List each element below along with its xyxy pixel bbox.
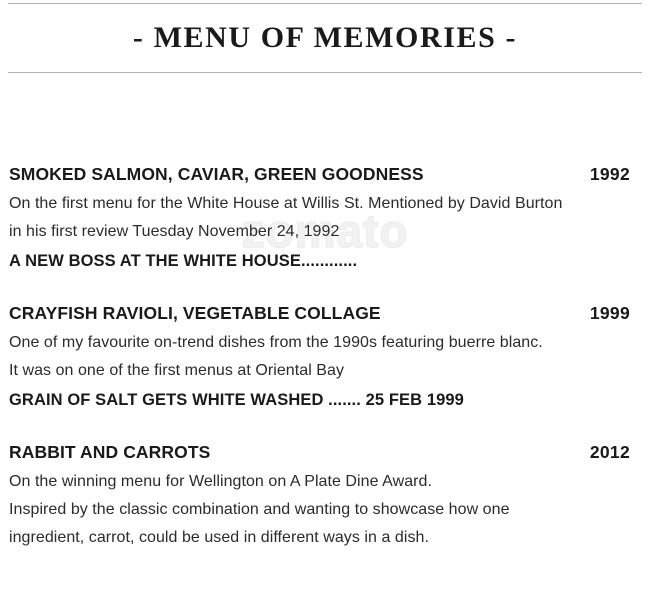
- header-divider-top: [8, 3, 642, 4]
- dish-description-line: On the first menu for the White House at Willis St. Mentioned by David Burton: [9, 195, 563, 212]
- zomato-watermark: zomato: [241, 205, 409, 257]
- dish-description-line: On the winning menu for Wellington on A Plate Dine Award.: [9, 473, 432, 490]
- page-title: - MENU OF MEMORIES -: [132, 21, 518, 54]
- dish-description-line: ingredient, carrot, could be used in different ways in a dish.: [9, 529, 429, 546]
- dish-description-line: It was on one of the first menus at Oriental Bay: [9, 362, 345, 379]
- header-divider-bottom: [8, 72, 642, 73]
- menu-entry-list: [9, 163, 641, 552]
- press-headline: GRAIN OF SALT GETS WHITE WASHED ....... 25 FEB 1999: [9, 391, 464, 409]
- menu-entry-header: [9, 441, 641, 463]
- dish-description-line: in his first review Tuesday November 24, 1992: [9, 223, 340, 240]
- menu-entry: [9, 163, 641, 275]
- dish-description-line: One of my favourite on-trend dishes from the 1990s featuring buerre blanc.: [9, 334, 543, 351]
- menu-entry-header: [9, 163, 641, 185]
- dish-year: 1992: [589, 164, 630, 184]
- dish-year: 2012: [589, 442, 630, 462]
- dish-year: 1999: [589, 303, 630, 323]
- menu-entry-header: [9, 302, 641, 324]
- dish-description-line: Inspired by the classic combination and wanting to showcase how one: [9, 501, 510, 518]
- dish-name: RABBIT AND CARROTS: [9, 442, 211, 462]
- dish-name: SMOKED SALMON, CAVIAR, GREEN GOODNESS: [9, 164, 424, 184]
- dish-name: CRAYFISH RAVIOLI, VEGETABLE COLLAGE: [9, 303, 381, 323]
- menu-entry: [9, 441, 641, 552]
- press-headline: A NEW BOSS AT THE WHITE HOUSE............: [9, 252, 358, 270]
- menu-entry: [9, 302, 641, 414]
